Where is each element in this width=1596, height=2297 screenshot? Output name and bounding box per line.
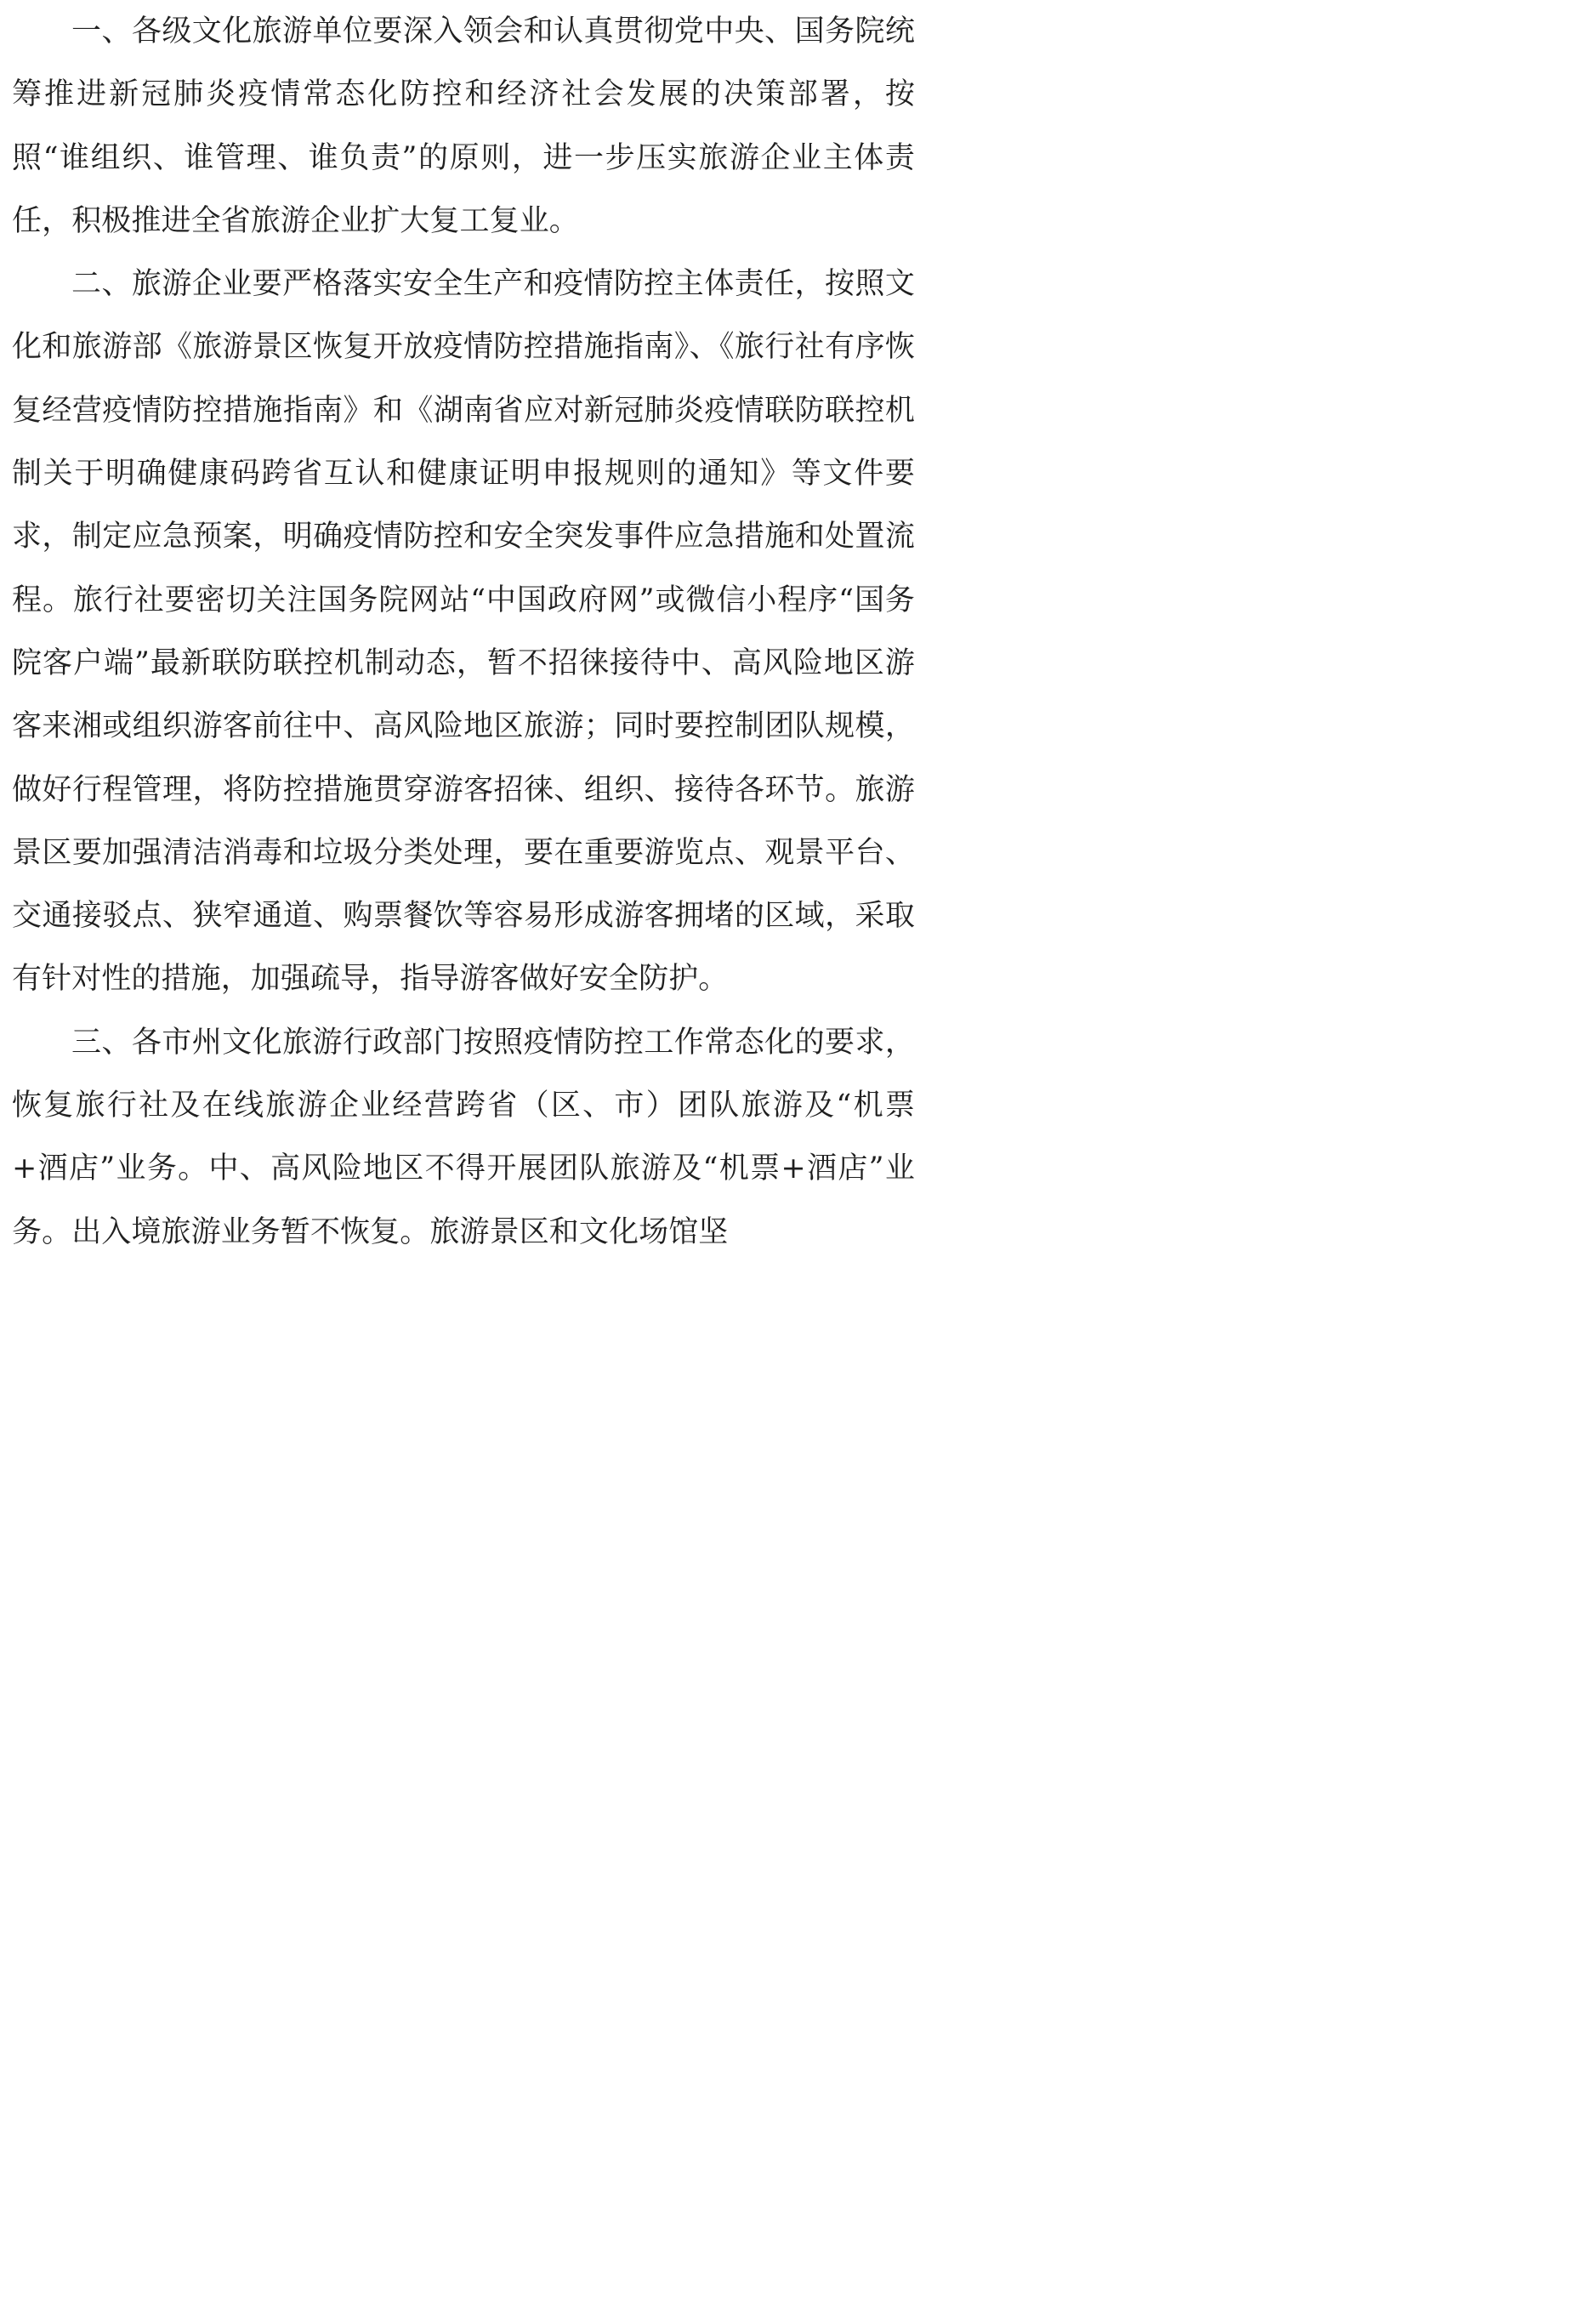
document-body xyxy=(12,0,915,1264)
paragraph-1: 一、各级文化旅游单位要深入领会和认真贯彻党中央、国务院统筹推进新冠肺炎疫情常态化防控和经济社会发展的决策部署，按照“谁组织、谁管理、谁负责”的原则，进一步压实旅游企业主体责任，积极推进全省旅游企业扩大复工复业。 xyxy=(12,14,915,238)
paragraph-2: 二、旅游企业要严格落实安全生产和疫情防控主体责任，按照文化和旅游部《旅游景区恢复开放疫情防控措施指南》、《旅行社有序恢复经营疫情防控措施指南》和《湖南省应对新冠肺炎疫情联防联控机制关于明确健康码跨省互认和健康证明申报规则的通知》等文件要求，制定应急预案，明确疫情防控和安全突发事件应急措施和处置流程。旅行社要密切关注国务院网站“中国政府网”或微信小程序“国务院客户端”最新联防联控机制动态，暂不招徕接待中、高风险地区游客来湘或组织游客前往中、高风险地区旅游；同时要控制团队规模，做好行程管理，将防控措施贯穿游客招徕、组织、接待各环节。旅游景区要加强清洁消毒和垃圾分类处理，要在重要游览点、观景平台、交通接驳点、狭窄通道、购票餐饮等容易形成游客拥堵的区域，采取有针对性的措施，加强疏导，指导游客做好安全防护。 xyxy=(12,267,915,997)
paragraph-3: 三、各市州文化旅游行政部门按照疫情防控工作常态化的要求，恢复旅行社及在线旅游企业经营跨省（区、市）团队旅游及“机票+酒店”业务。中、高风险地区不得开展团队旅游及“机票+酒店”业务。出入境旅游业务暂不恢复。旅游景区和文化场馆坚 xyxy=(12,1025,915,1249)
